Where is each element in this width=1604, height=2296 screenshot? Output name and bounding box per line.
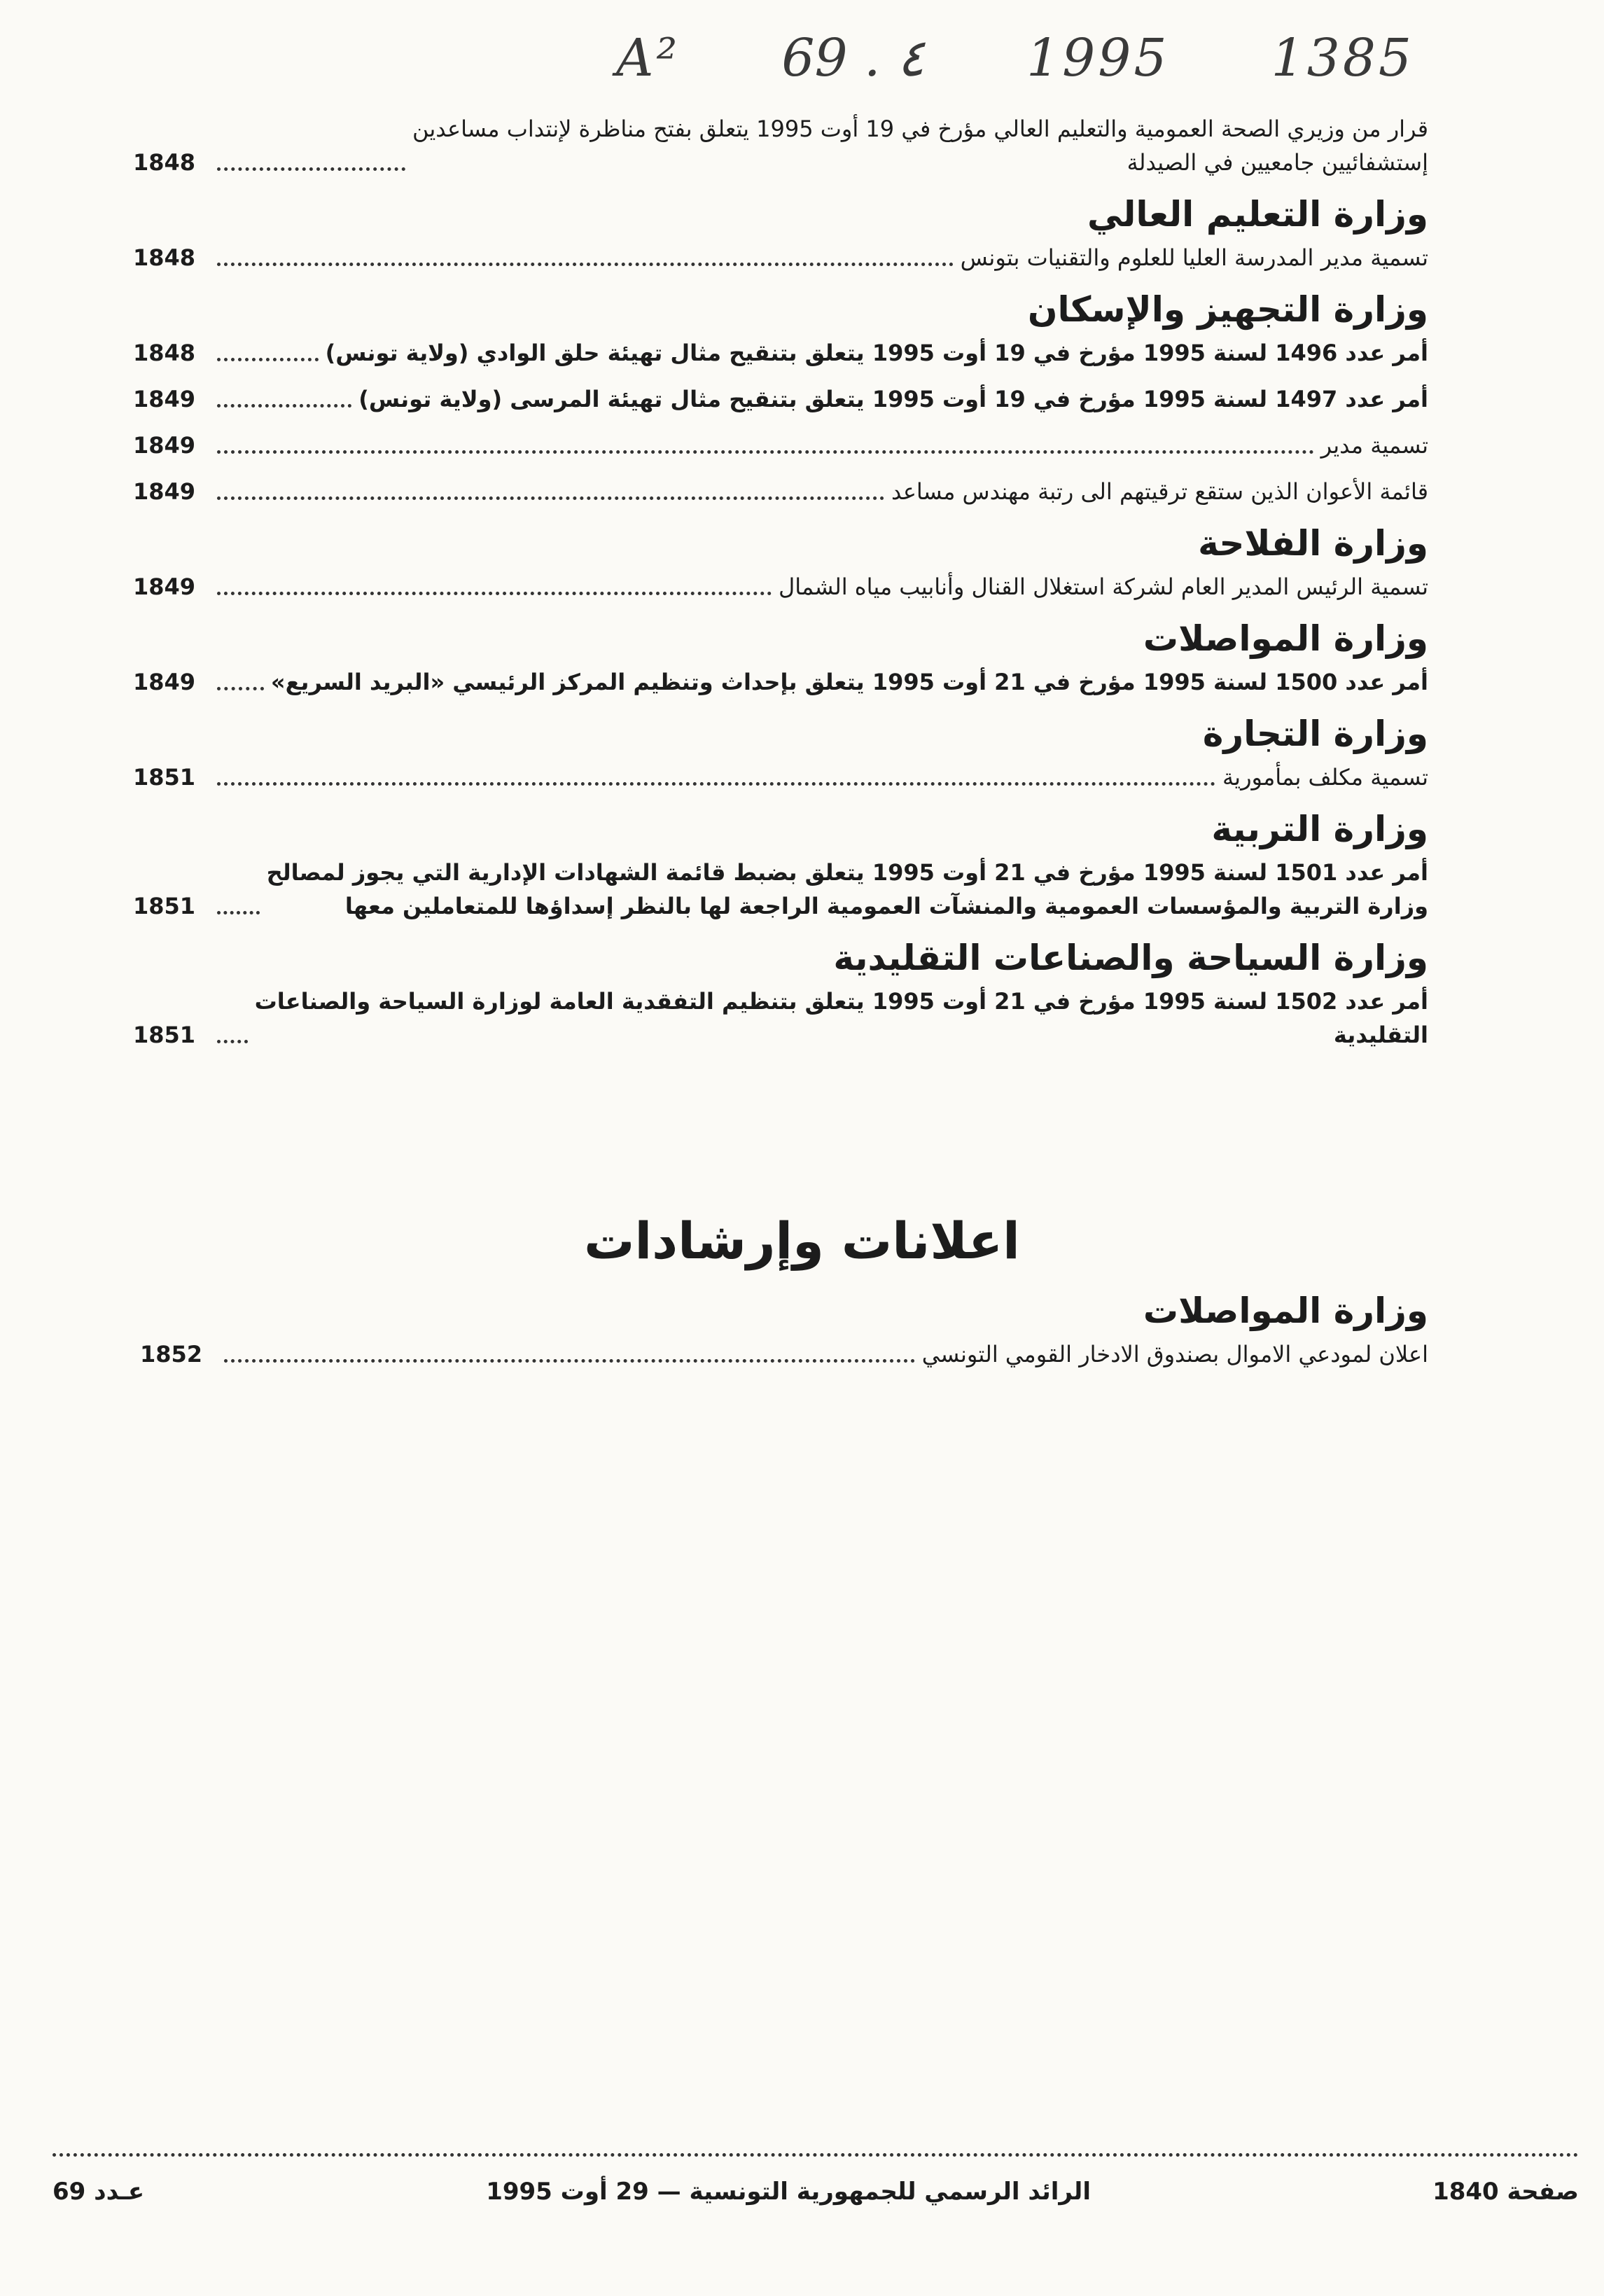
- footer-page-label: صفحة 1840: [1432, 2178, 1579, 2206]
- ministry-heading: وزارة الفلاحة: [1198, 523, 1428, 564]
- leader-dots: [224, 1359, 915, 1363]
- announcements-section: [140, 1281, 1428, 1384]
- toc-entry: قائمة الأعوان الذين ستقع ترقيتهم الى رتبة مهندس مساعد 1849: [133, 475, 1428, 508]
- ministry-heading: وزارة التربية: [1211, 809, 1428, 849]
- leader-dots: [217, 450, 1314, 454]
- page-number: 1848: [133, 244, 196, 271]
- page-number: 1848: [133, 340, 196, 366]
- toc-entry: أمر عدد 1501 لسنة 1995 مؤرخ في 21 أوت 1995 يتعلق بضبط قائمة الشهادات الإدارية التي يجوز لمصالح وزارة التربية والمؤسسات العمومية والمنشآت العمومية الراجعة لها بالنظر إسداؤها للمتعاملين معها 1851: [133, 856, 1428, 923]
- announcements-title: اعلانات وإرشادات: [584, 1211, 1020, 1270]
- leader-dots: [217, 687, 264, 690]
- ministry-heading: وزارة المواصلات: [1143, 618, 1428, 659]
- page-number: 1851: [133, 764, 196, 791]
- ministry-heading: وزارة المواصلات: [1143, 1290, 1428, 1331]
- page-number: 1849: [133, 478, 196, 505]
- leader-dots: [217, 167, 405, 171]
- archive-note-part: 1995: [1026, 28, 1170, 88]
- toc-entry: قرار من وزيري الصحة العمومية والتعليم العالي مؤرخ في 19 أوت 1995 يتعلق بفتح مناظرة لإنتداب مساعدين إستشفائيين جامعيين في الصيدلة 1848: [133, 112, 1428, 179]
- archive-note-part: A²: [616, 28, 681, 88]
- ministry-heading: وزارة التعليم العالي: [1087, 194, 1428, 235]
- leader-dots: [217, 782, 1215, 786]
- ministry-heading: وزارة التجارة: [1202, 714, 1428, 754]
- toc-entry: تسمية مدير المدرسة العليا للعلوم والتقنيات بتونس 1848: [133, 241, 1428, 274]
- table-of-contents: [133, 112, 1428, 1064]
- page-number: 1849: [133, 386, 196, 412]
- ministry-heading: وزارة التجهيز والإسكان: [1027, 289, 1428, 330]
- footer-issue-number: عـدد 69: [53, 2178, 145, 2206]
- page-number: 1849: [133, 432, 196, 459]
- leader-dots: [217, 1040, 248, 1043]
- toc-entry: تسمية الرئيس المدير العام لشركة استغلال القنال وأنابيب مياه الشمال 1849: [133, 570, 1428, 604]
- leader-dots: [217, 496, 884, 500]
- leader-dots: [217, 263, 954, 266]
- toc-entry: أمر عدد 1502 لسنة 1995 مؤرخ في 21 أوت 1995 يتعلق بتنظيم التفقدية العامة لوزارة السياحة والصناعات التقليدية 1851: [133, 985, 1428, 1052]
- page-number: 1849: [133, 573, 196, 600]
- page-number: 1851: [133, 893, 196, 919]
- footer-journal-title: الرائد الرسمي للجمهورية التونسية — 29 أوت 1995: [486, 2178, 1091, 2206]
- leader-dots: [217, 404, 351, 408]
- archive-note-part: 69 . ٤: [781, 28, 925, 88]
- toc-entry: تسمية مدير 1849: [133, 429, 1428, 462]
- ministry-heading: وزارة السياحة والصناعات التقليدية: [833, 938, 1428, 978]
- page-footer: [53, 2153, 1579, 2206]
- archive-note-part: 1385: [1271, 28, 1414, 88]
- page-number: 1848: [133, 149, 196, 176]
- page-number: 1852: [140, 1341, 203, 1368]
- handwritten-archive-note: [616, 20, 1414, 97]
- page-number: 1849: [133, 669, 196, 695]
- toc-entry: تسمية مكلف بمأمورية 1851: [133, 760, 1428, 794]
- page-number: 1851: [133, 1022, 196, 1048]
- leader-dots: [217, 911, 260, 914]
- toc-entry: أمر عدد 1496 لسنة 1995 مؤرخ في 19 أوت 1995 يتعلق بتنقيح مثال تهيئة حلق الوادي (ولاية تونس) 1848: [133, 336, 1428, 370]
- toc-entry: اعلان لمودعي الاموال بصندوق الادخار القومي التونسي 1852: [140, 1337, 1428, 1371]
- leader-dots: [217, 358, 319, 361]
- leader-dots: [217, 592, 772, 595]
- toc-entry: أمر عدد 1500 لسنة 1995 مؤرخ في 21 أوت 1995 يتعلق بإحداث وتنظيم المركز الرئيسي «البريد السريع» 1849: [133, 665, 1428, 699]
- toc-entry: أمر عدد 1497 لسنة 1995 مؤرخ في 19 أوت 1995 يتعلق بتنقيح مثال تهيئة المرسى (ولاية تونس) 1849: [133, 382, 1428, 416]
